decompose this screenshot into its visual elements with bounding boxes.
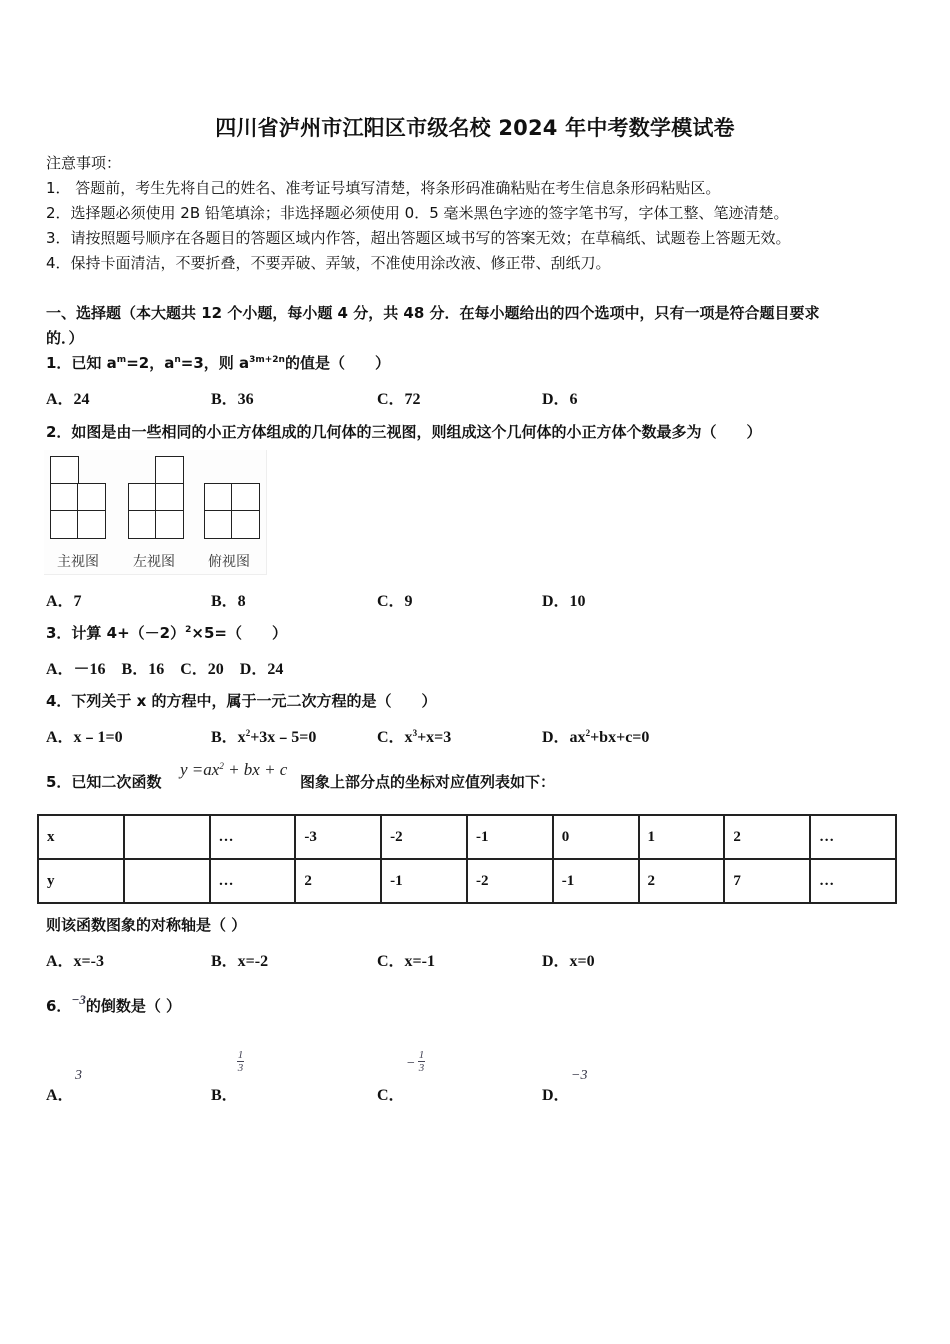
q2-option-a[interactable]: A．7: [46, 593, 82, 610]
table-row-y: y … 2 -1 -2 -1 2 7 …: [38, 859, 896, 903]
quadratic-formula: $y =ax^2$ + bx + c: [180, 760, 288, 779]
q6-option-c-fraction: 1 3: [418, 1049, 425, 1074]
q2-option-d[interactable]: D．10: [542, 593, 586, 610]
q6-option-a[interactable]: A．: [46, 1087, 74, 1104]
question-5-followup: 则该函数图象的对称轴是（ ）: [46, 916, 247, 934]
value-table: [37, 814, 897, 904]
q1-option-a[interactable]: A．24: [46, 391, 90, 408]
q6-option-c[interactable]: C．: [377, 1087, 405, 1104]
q6-option-c-sign: −: [406, 1056, 416, 1071]
expr-neg-3: −3: [71, 992, 86, 1007]
question-4: 4．下列关于 x 的方程中，属于一元二次方程的是（ ）: [46, 692, 437, 710]
notice-heading: 注意事项：: [46, 154, 122, 172]
q4-option-d[interactable]: D．$ax^2+bx+c=0$: [542, 728, 650, 746]
q6-option-a-value: 3: [75, 1068, 82, 1083]
q6-option-d-value: −3: [571, 1068, 588, 1083]
q2-option-b[interactable]: B．8: [211, 593, 246, 610]
question-2: 2．如图是由一些相同的小正方体组成的几何体的三视图，则组成这个几何体的小正方体个数最多为（ ）: [46, 423, 762, 441]
left-view-label: 左视图: [133, 554, 175, 570]
q4-option-b[interactable]: B．$x^2+3x﹣5=0$: [211, 728, 317, 746]
q4-option-c[interactable]: C．$x^3+x=3$: [377, 728, 452, 746]
page-title: 四川省泸州市江阳区市级名校 2024 年中考数学模试卷: [215, 116, 735, 140]
q5-option-c[interactable]: C．x=-1: [377, 953, 436, 970]
q1-option-d[interactable]: D．6: [542, 391, 578, 408]
q5-option-a[interactable]: A．x=-3: [46, 953, 105, 970]
q5-option-b[interactable]: B．x=-2: [211, 953, 269, 970]
q3-options[interactable]: A．－16 B．16 C．20 D．24: [46, 661, 284, 678]
q1-option-c[interactable]: C．72: [377, 391, 421, 408]
question-5-cont: 图象上部分点的坐标对应值列表如下：: [300, 773, 556, 791]
top-view-label: 俯视图: [208, 554, 250, 570]
q6-option-d[interactable]: D．: [542, 1087, 570, 1104]
question-1: 1．已知 $a^m=2$，$a^n=3$，则 $a^{3m+2n}$的值是（ ）: [46, 354, 390, 372]
three-view-figure: [44, 450, 267, 575]
question-6: 6．−3的倒数是（ ）: [46, 992, 182, 1015]
notice-item-3: 3．请按照题号顺序在各题目的答题区域内作答，超出答题区域书写的答案无效；在草稿纸、试题卷上答题无效。: [46, 229, 791, 247]
question-3: 3．计算 $4+(-2)^2\times 5=$（ ）: [46, 624, 287, 642]
q1-option-b[interactable]: B．36: [211, 391, 254, 408]
q5-option-d[interactable]: D．x=0: [542, 953, 595, 970]
front-view-label: 主视图: [57, 554, 99, 570]
q2-option-c[interactable]: C．9: [377, 593, 413, 610]
q6-option-b[interactable]: B．: [211, 1087, 238, 1104]
q4-option-a[interactable]: A．x﹣1=0: [46, 729, 123, 746]
section-heading-cont: 的．）: [46, 329, 84, 347]
table-row-x: x … -3 -2 -1 0 1 2 …: [38, 815, 896, 859]
notice-item-4: 4．保持卡面清洁，不要折叠，不要弄破、弄皱，不准使用涂改液、修正带、刮纸刀。: [46, 254, 611, 272]
q6-option-b-fraction: 1 3: [237, 1049, 244, 1074]
notice-item-1: 1． 答题前，考生先将自己的姓名、准考证号填写清楚，将条形码准确粘贴在考生信息条形码粘贴区。: [46, 179, 721, 197]
question-5: 5．已知二次函数: [46, 773, 162, 791]
notice-item-2: 2．选择题必须使用 2B 铅笔填涂；非选择题必须使用 0．5 毫米黑色字迹的签字笔书写，字体工整、笔迹清楚。: [46, 204, 789, 222]
section-heading: 一、选择题（本大题共 12 个小题，每小题 4 分，共 48 分．在每小题给出的四个选项中，只有一项是符合题目要求: [46, 304, 820, 322]
